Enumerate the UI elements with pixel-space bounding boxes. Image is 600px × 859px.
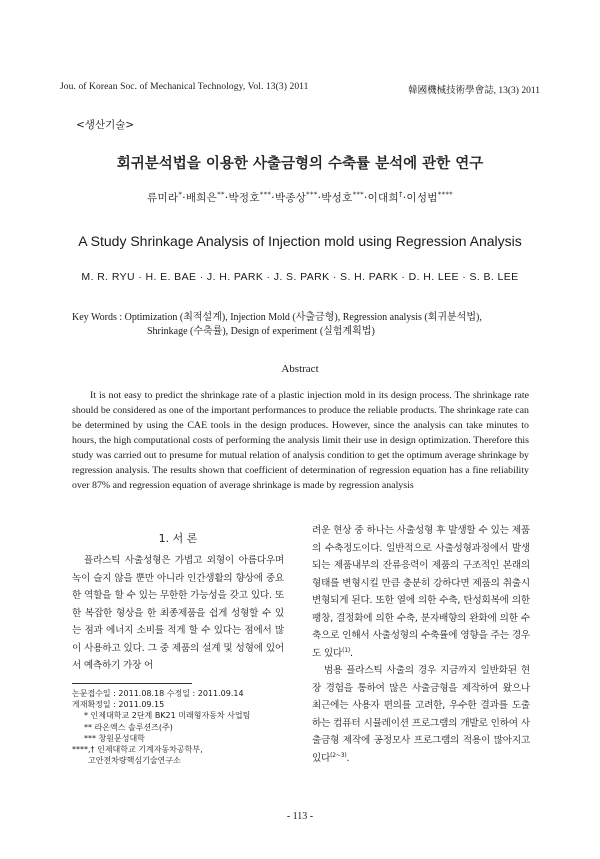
paragraph: 려운 현상 중 하나는 사출성형 후 발생할 수 있는 제품의 수축정도이다. 일반적으로 사출성형과정에서 발생되는 제품내부의 잔류응력이 제품의 구조적인 본래의 형태를 변형시킬 만큼 충분히 강하다면 제품의 취출시 변형되게 된다. 또한 열에 의한 수축, 탄성회복에 의한 팽창, 결정화에 의한 수축, 분자배향의 완화에 의한 수축으로 인해서 사출성형의 수축률에 영향을 주는 경우도 있다$^{(1)}$. bbox=[312, 525, 530, 659]
keywords-block bbox=[72, 311, 542, 339]
author-mark: *** bbox=[259, 190, 272, 199]
author-name: 박정호 bbox=[228, 192, 260, 204]
keywords-line-2: Shrinkage (수축률), Design of experiment (실험계획법) bbox=[147, 326, 375, 337]
footnote-divider bbox=[72, 683, 192, 684]
paper-category: <생산기술> bbox=[76, 119, 135, 131]
author-mark: **** bbox=[437, 190, 453, 199]
author-mark: *** bbox=[352, 190, 364, 199]
body-text-right-column bbox=[312, 522, 530, 767]
paper-title-english: A Study Shrinkage Analysis of Injection mold using Regression Analysis bbox=[78, 233, 522, 249]
citation: (1) bbox=[342, 646, 350, 654]
author-mark: * bbox=[178, 190, 183, 199]
author-name: 이성범 bbox=[406, 192, 438, 204]
author-mark: ** bbox=[217, 190, 225, 199]
author-mark: † bbox=[398, 190, 403, 199]
footnote-affiliation: *** 창원문성대학 bbox=[84, 733, 145, 743]
citation: (2~3) bbox=[330, 751, 347, 759]
footnote-affiliation: 고안전차량핵심기술연구소 bbox=[88, 756, 181, 766]
footnotes-block bbox=[72, 688, 292, 766]
abstract-heading: Abstract bbox=[281, 363, 319, 375]
author-name: 이대희 bbox=[367, 192, 399, 204]
paper-title-korean: 회귀분석법을 이용한 사출금형의 수축률 분석에 관한 연구 bbox=[116, 156, 484, 172]
author-list-korean: 류미라*·배희은**·박정호***·박종상***·박성호***·이대희†·이성범**** bbox=[147, 190, 453, 204]
keywords-line-1: Optimization (최적설계), Injection Mold (사출금형), Regression analysis (회귀분석법), bbox=[124, 312, 482, 323]
author-name: 배희은 bbox=[185, 192, 218, 204]
footnote-received: 논문접수일 : 2011.08.18 수정일 : 2011.09.14 bbox=[72, 689, 244, 698]
footnote-affiliation: ****,† 인제대학교 기계자동차공학부, bbox=[72, 745, 203, 755]
author-list-english: M. R. RYU · H. E. BAE · J. H. PARK · J. S. PARK · S. H. PARK · D. H. LEE · S. B. LEE bbox=[81, 271, 519, 283]
abstract-body: It is not easy to predict the shrinkage rate of a plastic injection mold in its design process. The shrinkage rate should be considered as one of the important performances to produce the reliable products. The shrinkage rate can be determined by using the CAE tools in the design produces. However, since the analysis can take minutes to hours, the high computational costs of performing the analysis limit their use in design optimization. Therefore this study was carried out to presume for mutual relation of analysis condition to get the optimum average shrinkage by regression analysis. The results shown that coefficient of determination of regression equation has a fine reliability over 87% and regression equation of average shrinkage is made by regression analysis bbox=[72, 390, 529, 491]
author-name: 박성호 bbox=[321, 192, 353, 204]
footnote-affiliation: ** 라온엑스 솔루션즈(주) bbox=[84, 722, 173, 732]
section-heading-introduction: 1. 서 론 bbox=[158, 532, 198, 545]
paragraph: 범용 플라스틱 사출의 경우 지금까지 일반화된 현장 경험을 통하여 많은 사출금형을 제작하여 왔으나 최근에는 사용자 편의를 고려한, 우수한 결과를 도출하는 컴퓨터 시뮬레이션 프로그램의 개발로 인하여 사출금형 제작에 공정모사 프로그램의 적용이 많아지고 있다$^{(2\sim 3)}$. bbox=[312, 665, 530, 764]
author-mark: *** bbox=[306, 190, 318, 199]
page-number: - 113 - bbox=[286, 811, 314, 822]
journal-header-en: Jou. of Korean Soc. of Mechanical Technology, Vol. 13(3) 2011 bbox=[60, 82, 309, 92]
footnote-affiliation: * 인제대학교 2단계 BK21 미래형자동차 사업팀 bbox=[84, 711, 251, 721]
author-name: 박종상 bbox=[274, 192, 307, 204]
author-name: 류미라 bbox=[147, 192, 179, 204]
footnote-accepted: 게재확정일 : 2011.09.15 bbox=[72, 700, 165, 710]
body-text-left-column: 플라스틱 사출성형은 가볍고 외형이 아름다우며 녹이 슬지 않을 뿐만 아니라 인간생활의 향상에 중요한 역할을 할 수 있는 무한한 가능성을 갖고 있다. 또한 복잡한 형상을 한 최종제품을 쉽게 성형할 수 있는 점과 에너지 소비를 적게 할 수 있다는 점에서 많이 사용하고 있다. 그 중 제품의 설계 및 성형에 있어서 예측하기 가장 어 bbox=[72, 555, 284, 671]
keywords-label: Key Words : bbox=[72, 312, 123, 323]
journal-header-ko: 韓國機械技術學會誌, 13(3) 2011 bbox=[408, 86, 540, 96]
